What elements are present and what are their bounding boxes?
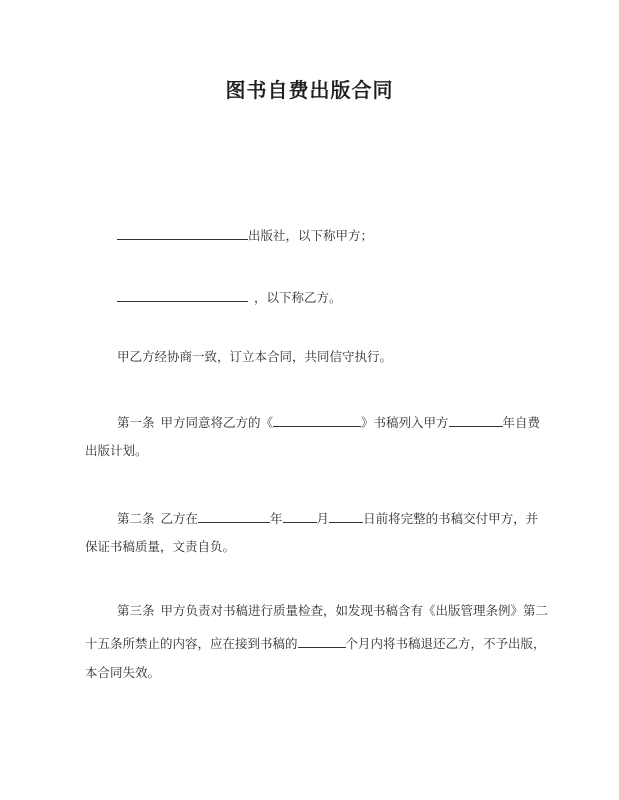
party-a-suffix: 出版社，以下称甲方； <box>248 228 374 243</box>
article-1-label: 第一条 <box>117 415 155 430</box>
article-2-text-1: 乙方在 <box>160 511 199 526</box>
article-3-line-2 <box>85 634 546 652</box>
article-3-text-2: 十五条所禁止的内容，应在接到书稿的 <box>85 636 298 651</box>
article-2-line-1 <box>85 509 567 527</box>
article-1-line-1 <box>85 413 567 431</box>
article-1-text-2: 》书稿列入甲方 <box>361 415 449 430</box>
party-b-blank[interactable] <box>117 288 248 302</box>
article-1-text-3: 年自费 <box>502 415 541 430</box>
article-1-line-2: 出版计划。 <box>85 443 148 458</box>
article-1-text-1: 甲方同意将乙方的《 <box>160 415 274 430</box>
article-3-text-3: 个月内将书稿退还乙方，不予出版， <box>345 636 546 651</box>
party-a-line <box>85 226 567 244</box>
return-months-blank[interactable] <box>298 634 346 648</box>
party-b-suffix: ，以下称乙方。 <box>254 290 342 305</box>
article-2-text-2: 年 <box>270 511 283 526</box>
preamble: 甲乙方经协商一致，订立本合同，共同信守执行。 <box>117 349 393 364</box>
article-2-text-3: 月 <box>316 511 330 526</box>
delivery-year-blank[interactable] <box>198 509 270 523</box>
delivery-day-blank[interactable] <box>329 509 363 523</box>
document-title: 图书自费出版合同 <box>225 78 394 102</box>
article-2-line-2: 保证书稿质量，文责自负。 <box>85 539 236 554</box>
book-title-blank[interactable] <box>273 413 361 427</box>
article-2-text-4: 日前将完整的书稿交付甲方，并 <box>363 511 539 526</box>
article-2-label: 第二条 <box>117 511 155 526</box>
party-b-line <box>85 288 567 306</box>
party-a-blank[interactable] <box>117 226 248 240</box>
article-3-label: 第三条 <box>117 603 155 618</box>
article-3-line-3: 本合同失效。 <box>85 665 161 680</box>
article-3-line-1 <box>85 603 567 619</box>
article-3-text-1: 甲方负责对书稿进行质量检查，如发现书稿含有《出版管理条例》第二 <box>160 603 549 618</box>
delivery-month-blank[interactable] <box>283 509 317 523</box>
publish-year-blank[interactable] <box>449 413 503 427</box>
